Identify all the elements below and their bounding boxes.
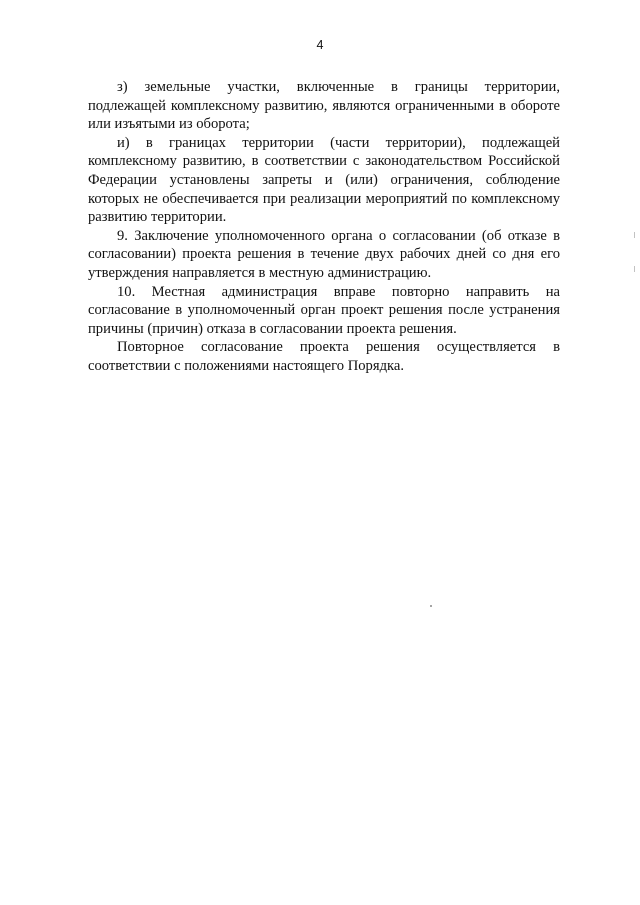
page-number: 4 [316,38,324,52]
paragraph-subitem-z: з) земельные участки, включенные в границы территории, подлежащей комплексному развитию, являются ограниченными в обороте или изъятыми из оборота; [88,79,560,133]
paragraph-item-10: 10. Местная администрация вправе повторно направить на согласование в уполномоченный орган проект решения после устранения причины (причин) отказа в согласовании проекта решения. [88,283,560,337]
paragraph-item-9: 9. Заключение уполномоченного органа о согласовании (об отказе в согласовании) проекта решения в течение двух рабочих дней со дня его утверждения направляется в местную администрацию. [88,227,560,281]
paragraph-subitem-i: и) в границах территории (части территории), подлежащей комплексному развитию, в соответствии с законодательством Российской Федерации установлены запреты и (или) ограничения, соблюдение которых не обеспечивается при реализации мероприятий по комплексному развитию территории. [88,134,560,226]
paragraph-repeat-approval: Повторное согласование проекта решения осуществляется в соответствии с положениями настоящего Порядка. [88,339,560,374]
scan-edge-mark [634,266,638,272]
document-body [88,78,560,376]
scan-edge-mark [634,232,638,238]
scan-speck [430,605,432,607]
